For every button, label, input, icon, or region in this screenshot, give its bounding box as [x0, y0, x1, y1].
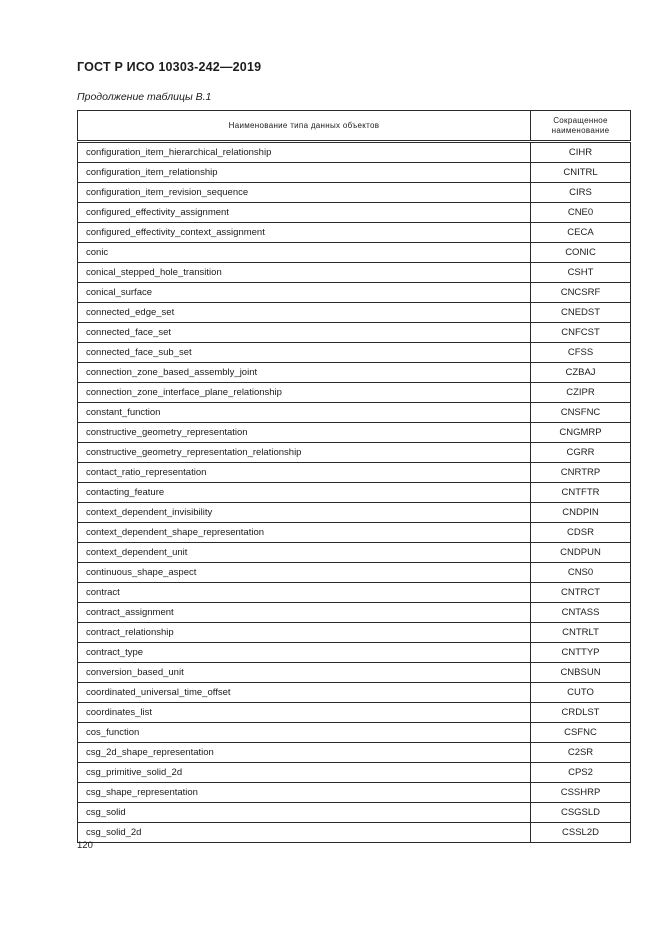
- entity-name-cell: coordinated_universal_time_offset: [78, 683, 531, 703]
- abbreviation-cell: CNTASS: [531, 603, 631, 623]
- table-row: [78, 283, 631, 303]
- abbreviation-cell: CSSL2D: [531, 823, 631, 843]
- table-row: [78, 703, 631, 723]
- entity-name-cell: connection_zone_based_assembly_joint: [78, 363, 531, 383]
- table-row: [78, 403, 631, 423]
- abbreviation-cell: CNITRL: [531, 163, 631, 183]
- abbreviation-cell: CNSFNC: [531, 403, 631, 423]
- abbreviation-cell: CNE0: [531, 203, 631, 223]
- entity-name-cell: context_dependent_unit: [78, 543, 531, 563]
- table-row: [78, 443, 631, 463]
- abbreviation-cell: CECA: [531, 223, 631, 243]
- abbreviation-cell: CNFCST: [531, 323, 631, 343]
- abbreviation-cell: CZBAJ: [531, 363, 631, 383]
- abbreviation-cell: CNBSUN: [531, 663, 631, 683]
- entity-name-cell: contacting_feature: [78, 483, 531, 503]
- abbreviation-cell: CSGSLD: [531, 803, 631, 823]
- entity-name-cell: constant_function: [78, 403, 531, 423]
- entity-name-cell: connected_face_sub_set: [78, 343, 531, 363]
- table-row: [78, 243, 631, 263]
- table-row: [78, 383, 631, 403]
- table-row: [78, 223, 631, 243]
- abbreviation-cell: CPS2: [531, 763, 631, 783]
- entity-name-cell: contract_relationship: [78, 623, 531, 643]
- entity-name-cell: configuration_item_relationship: [78, 163, 531, 183]
- entity-name-cell: csg_shape_representation: [78, 783, 531, 803]
- entity-name-cell: constructive_geometry_representation_relationship: [78, 443, 531, 463]
- header-row: [78, 111, 631, 142]
- table-row: [78, 303, 631, 323]
- entity-name-cell: contract_type: [78, 643, 531, 663]
- abbreviation-cell: CUTO: [531, 683, 631, 703]
- entity-name-cell: context_dependent_shape_representation: [78, 523, 531, 543]
- table-row: [78, 563, 631, 583]
- entity-name-cell: coordinates_list: [78, 703, 531, 723]
- abbreviation-cell: CNTFTR: [531, 483, 631, 503]
- table-row: [78, 643, 631, 663]
- table-row: [78, 763, 631, 783]
- page-number: 120: [77, 840, 93, 851]
- table-row: [78, 783, 631, 803]
- abbreviation-cell: CNTRLT: [531, 623, 631, 643]
- entity-name-cell: connected_edge_set: [78, 303, 531, 323]
- entity-name-cell: conical_surface: [78, 283, 531, 303]
- table-row: [78, 263, 631, 283]
- abbreviation-cell: CNTTYP: [531, 643, 631, 663]
- entity-name-cell: csg_solid: [78, 803, 531, 823]
- table-row: [78, 483, 631, 503]
- entity-name-cell: configured_effectivity_context_assignment: [78, 223, 531, 243]
- abbreviation-cell: CNCSRF: [531, 283, 631, 303]
- abbreviation-cell: CRDLST: [531, 703, 631, 723]
- table-row: [78, 583, 631, 603]
- abbreviation-cell: CNTRCT: [531, 583, 631, 603]
- entity-name-cell: configuration_item_hierarchical_relationship: [78, 142, 531, 163]
- doc-header: ГОСТ Р ИСО 10303-242—2019: [77, 60, 262, 74]
- table-header: [78, 111, 631, 142]
- table-row: [78, 323, 631, 343]
- entity-name-cell: csg_primitive_solid_2d: [78, 763, 531, 783]
- column-header-name: Наименование типа данных объектов: [78, 111, 531, 142]
- entity-name-cell: configuration_item_revision_sequence: [78, 183, 531, 203]
- entity-name-cell: contact_ratio_representation: [78, 463, 531, 483]
- table-body: [78, 142, 631, 843]
- entity-name-cell: conversion_based_unit: [78, 663, 531, 683]
- table-row: [78, 663, 631, 683]
- table-row: [78, 823, 631, 843]
- entity-name-cell: continuous_shape_aspect: [78, 563, 531, 583]
- abbreviation-cell: C2SR: [531, 743, 631, 763]
- abbreviation-cell: CNGMRP: [531, 423, 631, 443]
- table-row: [78, 523, 631, 543]
- abbreviation-cell: CZIPR: [531, 383, 631, 403]
- entity-name-cell: connection_zone_interface_plane_relationship: [78, 383, 531, 403]
- table-row: [78, 423, 631, 443]
- data-table: [77, 110, 631, 843]
- abbreviation-cell: CNEDST: [531, 303, 631, 323]
- abbreviation-cell: CNRTRP: [531, 463, 631, 483]
- entity-name-cell: contract_assignment: [78, 603, 531, 623]
- table-row: [78, 142, 631, 163]
- entity-name-cell: csg_2d_shape_representation: [78, 743, 531, 763]
- table-caption: Продолжение таблицы В.1: [77, 91, 212, 103]
- table-row: [78, 623, 631, 643]
- entity-name-cell: cos_function: [78, 723, 531, 743]
- entity-name-cell: conic: [78, 243, 531, 263]
- table-row: [78, 803, 631, 823]
- entity-name-cell: contract: [78, 583, 531, 603]
- abbreviation-cell: CONIC: [531, 243, 631, 263]
- table-row: [78, 463, 631, 483]
- column-header-abbr: Сокращенное наименование: [531, 111, 631, 142]
- abbreviation-cell: CSFNC: [531, 723, 631, 743]
- entity-name-cell: constructive_geometry_representation: [78, 423, 531, 443]
- table-row: [78, 343, 631, 363]
- abbreviation-cell: CGRR: [531, 443, 631, 463]
- table-row: [78, 363, 631, 383]
- table-row: [78, 183, 631, 203]
- abbreviation-cell: CIRS: [531, 183, 631, 203]
- abbreviation-cell: CDSR: [531, 523, 631, 543]
- abbreviation-cell: CFSS: [531, 343, 631, 363]
- table-row: [78, 723, 631, 743]
- table-row: [78, 743, 631, 763]
- entity-name-cell: csg_solid_2d: [78, 823, 531, 843]
- entity-name-cell: context_dependent_invisibility: [78, 503, 531, 523]
- abbreviation-cell: CSHT: [531, 263, 631, 283]
- entity-name-cell: conical_stepped_hole_transition: [78, 263, 531, 283]
- abbreviation-cell: CIHR: [531, 142, 631, 163]
- table-row: [78, 203, 631, 223]
- abbreviation-cell: CSSHRP: [531, 783, 631, 803]
- entity-name-cell: configured_effectivity_assignment: [78, 203, 531, 223]
- abbreviation-cell: CNDPIN: [531, 503, 631, 523]
- entity-name-cell: connected_face_set: [78, 323, 531, 343]
- table-row: [78, 163, 631, 183]
- table-row: [78, 543, 631, 563]
- table-row: [78, 683, 631, 703]
- table-row: [78, 503, 631, 523]
- table-row: [78, 603, 631, 623]
- abbreviation-cell: CNS0: [531, 563, 631, 583]
- abbreviation-cell: CNDPUN: [531, 543, 631, 563]
